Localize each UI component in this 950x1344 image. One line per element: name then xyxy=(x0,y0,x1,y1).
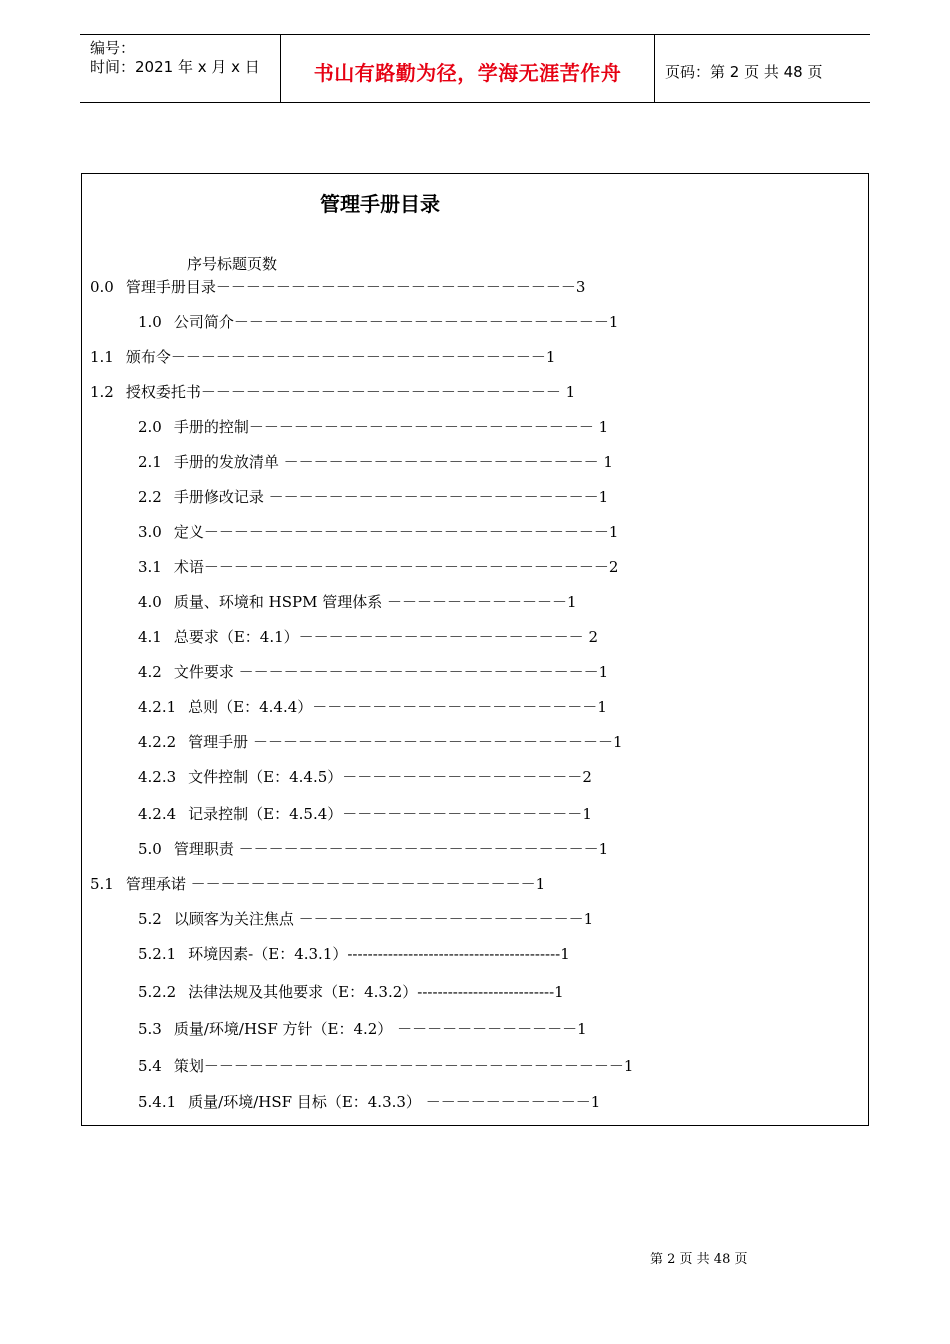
toc-entry xyxy=(138,732,623,752)
toc-entry-number: 5.4 xyxy=(138,1057,162,1075)
toc-entry-page: 1 xyxy=(603,453,613,471)
toc-entry-number: 1.1 xyxy=(90,348,114,366)
toc-entry-page: 1 xyxy=(560,945,570,963)
toc-entry-number: 5.2.2 xyxy=(138,983,177,1001)
toc-entry-number: 5.3 xyxy=(138,1020,162,1038)
toc-entry-page: 1 xyxy=(608,313,619,331)
toc-entry-leader: －－－－－－－－－－－－－－－－－－－－－－－－ xyxy=(200,383,566,401)
toc-entry xyxy=(138,557,618,577)
toc-entry xyxy=(138,697,607,717)
toc-frame xyxy=(81,173,869,1126)
toc-entry-number: 5.1 xyxy=(90,875,114,893)
toc-entry xyxy=(90,277,585,297)
toc-entry xyxy=(138,982,564,1002)
toc-entry-number: 4.2.1 xyxy=(138,698,177,716)
toc-entry-page: 1 xyxy=(590,1093,601,1111)
toc-entry-title: 授权委托书 xyxy=(125,383,201,401)
toc-entry xyxy=(90,382,575,402)
toc-entry xyxy=(138,804,592,824)
toc-entry-title: 质量/环境/HSF 方针（E：4.2） xyxy=(173,1020,393,1038)
toc-entry-page: 1 xyxy=(583,910,594,928)
toc-entry-page: 1 xyxy=(567,593,577,611)
toc-entry-leader: －－－－－－－－－－－－－－－－－－－－－－－－ xyxy=(233,663,599,681)
toc-entry-leader: －－－－－－－－－－－－ xyxy=(382,593,567,611)
toc-entry xyxy=(138,1092,600,1112)
toc-entry-number: 0.0 xyxy=(90,278,114,296)
toc-entry-page: 2 xyxy=(582,768,592,786)
toc-entry-title: 公司简介 xyxy=(173,313,234,331)
document-id-label: 编号： xyxy=(90,39,136,57)
toc-entry-leader: －－－－－－－－－－－－－－－－－－－－－ xyxy=(278,453,604,471)
toc-entry xyxy=(138,417,608,437)
toc-entry-number: 2.0 xyxy=(138,418,162,436)
toc-entry-title: 管理手册 xyxy=(188,733,249,751)
toc-entry-leader: －－－－－－－－－－－－－－－－ xyxy=(342,805,583,823)
toc-entry xyxy=(138,1056,633,1076)
toc-entry-number: 4.2.3 xyxy=(138,768,177,786)
toc-entry-leader: －－－－－－－－－－－－－－－－－－－－－－－－ xyxy=(248,733,613,751)
toc-entry-page: 1 xyxy=(598,488,609,506)
toc-entry-title: 管理承诺 xyxy=(125,875,186,893)
toc-entry-page: 1 xyxy=(597,698,607,716)
toc-entry-leader: －－－－－－－－－－－－－－－－－－－－－－－ xyxy=(185,875,536,893)
toc-entry-number: 1.0 xyxy=(138,313,162,331)
toc-entry-title: 记录控制（E：4.5.4） xyxy=(188,805,343,823)
toc-entry-number: 2.1 xyxy=(138,453,162,471)
toc-entry-leader: ------------------------------------------ xyxy=(347,945,561,963)
toc-entry xyxy=(138,312,618,332)
toc-entry xyxy=(138,839,608,859)
toc-entry-page: 2 xyxy=(588,628,598,646)
toc-entry-title: 总则（E：4.4.4） xyxy=(188,698,313,716)
toc-entry-title: 手册修改记录 xyxy=(173,488,264,506)
toc-entry-number: 3.0 xyxy=(138,523,162,541)
toc-entry-leader: －－－－－－－－－－－－－－－－－－－ xyxy=(293,910,584,928)
toc-column-headers: 序号标题页数 xyxy=(187,255,278,273)
page-footer: 第 2 页 共 48 页 xyxy=(650,1252,748,1267)
toc-entry-leader: －－－－－－－－－－－－ xyxy=(392,1020,578,1038)
toc-entry-title: 定义 xyxy=(173,523,204,541)
toc-entry-leader: －－－－－－－－－－－－－－－－－－－－－－－ xyxy=(248,418,599,436)
toc-entry-page: 1 xyxy=(582,805,592,823)
toc-entry-number: 4.2.4 xyxy=(138,805,177,823)
toc-entry-page: 2 xyxy=(608,558,619,576)
toc-entry-number: 4.2.2 xyxy=(138,733,177,751)
toc-title: 管理手册目录 xyxy=(320,192,440,216)
toc-entry-leader: －－－－－－－－－－－－－－－－－－－－－－－－－－－ xyxy=(203,523,609,541)
toc-entry-title: 环境因素-（E：4.3.1） xyxy=(188,945,348,963)
toc-entry-leader: －－－－－－－－－－－－－－－－－－－－－－－－－ xyxy=(233,313,609,331)
toc-entry-leader: －－－－－－－－－－－－－－－－－－－－－－ xyxy=(263,488,599,506)
toc-entry xyxy=(138,522,618,542)
toc-entry xyxy=(138,909,593,929)
toc-entry-title: 质量/环境/HSF 目标（E：4.3.3） xyxy=(188,1093,421,1111)
toc-entry-page: 1 xyxy=(565,383,576,401)
toc-entry-number: 5.4.1 xyxy=(138,1093,177,1111)
toc-entry-title: 术语 xyxy=(173,558,204,576)
toc-entry-number: 4.0 xyxy=(138,593,162,611)
toc-entry xyxy=(138,662,608,682)
document-date: 时间：2021 年 x 月 x 日 xyxy=(90,58,260,76)
toc-entry-title: 手册的发放清单 xyxy=(173,453,279,471)
toc-entry-page: 1 xyxy=(598,418,609,436)
toc-entry xyxy=(138,627,598,647)
toc-entry xyxy=(90,874,545,894)
toc-entry xyxy=(138,944,570,964)
toc-entry-leader: －－－－－－－－－－－－－－－－－－－ xyxy=(298,628,589,646)
toc-entry-page: 1 xyxy=(598,663,609,681)
toc-entry-page: 1 xyxy=(545,348,556,366)
toc-entry xyxy=(138,487,608,507)
header-motto-cell xyxy=(281,35,655,102)
toc-entry-title: 文件控制（E：4.4.5） xyxy=(188,768,343,786)
header-page-cell xyxy=(655,35,870,102)
toc-entry-title: 管理手册目录 xyxy=(125,278,216,296)
toc-entry-leader: －－－－－－－－－－－－－－－－－－－－－－－－－ xyxy=(170,348,546,366)
toc-entry-number: 2.2 xyxy=(138,488,162,506)
toc-entry xyxy=(138,592,577,612)
toc-entry-page: 1 xyxy=(623,1057,634,1075)
toc-entry-leader: －－－－－－－－－－－－－－－－－－－－－－－－－－－ xyxy=(203,558,609,576)
toc-entry xyxy=(138,1019,587,1039)
toc-entry-page: 1 xyxy=(608,523,619,541)
toc-entry-number: 5.0 xyxy=(138,840,162,858)
toc-entry-page: 1 xyxy=(554,983,564,1001)
page-number-label: 页码：第 2 页 共 48 页 xyxy=(665,63,823,81)
toc-entry-page: 1 xyxy=(598,840,609,858)
toc-entry-number: 3.1 xyxy=(138,558,162,576)
toc-entry-number: 5.2 xyxy=(138,910,162,928)
toc-entry-title: 策划 xyxy=(173,1057,204,1075)
toc-entry-title: 颁布令 xyxy=(125,348,171,366)
toc-entry-number: 4.1 xyxy=(138,628,162,646)
toc-entry-number: 5.2.1 xyxy=(138,945,177,963)
toc-entry-leader: －－－－－－－－－－－－－－－－－－－－－－－－－－－－ xyxy=(203,1057,624,1075)
toc-entry-leader: --------------------------- xyxy=(417,983,555,1001)
toc-entry-title: 管理职责 xyxy=(173,840,234,858)
motto-text: 书山有路勤为径，学海无涯苦作舟 xyxy=(313,61,622,85)
toc-entry-page: 1 xyxy=(612,733,623,751)
toc-entry xyxy=(138,452,613,472)
toc-entry-title: 法律法规及其他要求（E：4.3.2） xyxy=(188,983,418,1001)
toc-entry-page: 1 xyxy=(535,875,546,893)
page-header xyxy=(80,34,870,103)
toc-entry-title: 文件要求 xyxy=(173,663,234,681)
toc-entry-leader: －－－－－－－－－－－－－－－－－－－－－－－－ xyxy=(215,278,576,296)
toc-entry-title: 手册的控制 xyxy=(173,418,249,436)
toc-entry-title: 质量、环境和 HSPM 管理体系 xyxy=(173,593,383,611)
toc-entry-number: 1.2 xyxy=(90,383,114,401)
toc-entry-title: 以顾客为关注焦点 xyxy=(173,910,294,928)
toc-entry xyxy=(90,347,555,367)
toc-entry-leader: －－－－－－－－－－－－－－－－－－－－－－－－ xyxy=(233,840,599,858)
toc-entry-leader: －－－－－－－－－－－ xyxy=(420,1093,591,1111)
toc-entry-leader: －－－－－－－－－－－－－－－－－－－ xyxy=(312,698,598,716)
toc-entry-leader: －－－－－－－－－－－－－－－－ xyxy=(342,768,583,786)
toc-entry xyxy=(138,767,592,787)
toc-entry-page: 1 xyxy=(577,1020,587,1038)
toc-entry-page: 3 xyxy=(575,278,586,296)
header-meta-cell xyxy=(80,35,281,102)
toc-entry-title: 总要求（E：4.1） xyxy=(173,628,299,646)
toc-entry-number: 4.2 xyxy=(138,663,162,681)
